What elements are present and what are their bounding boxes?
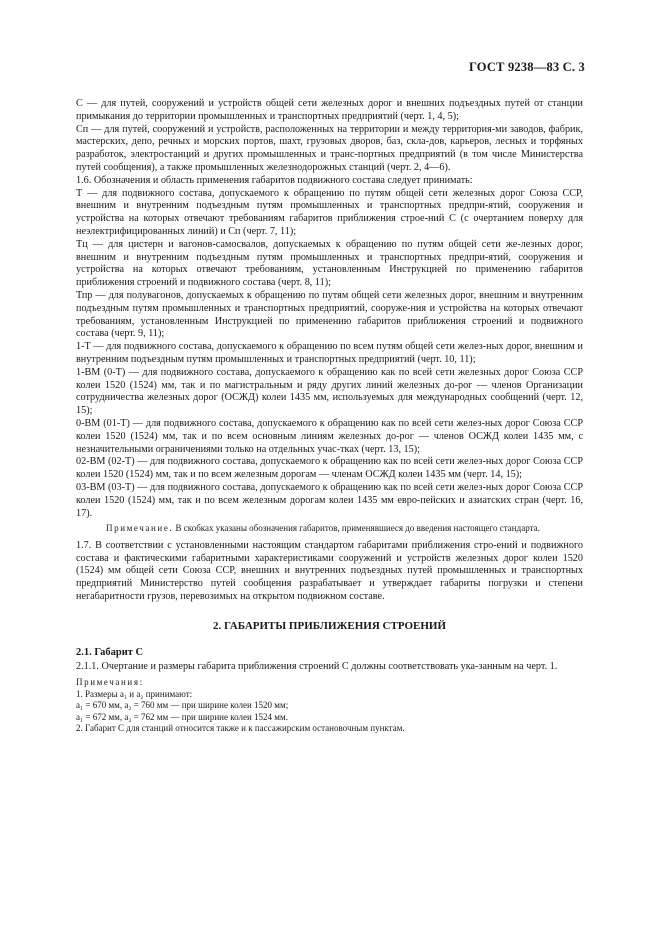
paragraph-03vm: 03-ВМ (03-Т) — для подвижного состава, допускаемого к обращению как по всей сети желез-ных дорог Союза ССР колеи 1520 (1524) мм, так и по всем железным дорогам колеи 1435 мм евро-пейских и азиатских стран (черт. 16, 17). xyxy=(76,481,583,519)
notes-label: Примечания: xyxy=(76,677,144,688)
paragraph-02vm: 02-ВМ (02-Т) — для подвижного состава, допускаемого к обращению как по всей сети желез-ных дорог Союза ССР колеи 1520 (1524) мм, так и по всем железным дорогам — членам ОСЖД колеи 1435 мм (черт. 14, 15); xyxy=(76,456,583,481)
note-1 xyxy=(76,523,583,534)
note-item-2: 2. Габарит С для станций относится также и к пассажирским остановочным пунктам. xyxy=(76,722,405,733)
subsection-2-1: 2.1. Габарит С xyxy=(76,646,144,658)
paragraph-1t: 1-Т — для подвижного состава, допускаемого к обращению по всем путям общей сети желез-ных дорог, внешним и внутренним подъездным путям промышленных и транспортных предприятий (черт. 10, 11); xyxy=(76,341,583,365)
note-text: В скобках указаны обозначения габаритов, применявшиеся до введения настоящего стандарта. xyxy=(173,523,540,534)
paragraph-2-1-1: 2.1.1. Очертание и размеры габарита приближения строений С должны соответствовать ука-занным на черт. 1. xyxy=(76,661,558,673)
note-item-1: 1. Размеры a₁ и a₂ принимают: xyxy=(76,688,193,699)
notes-block xyxy=(76,677,583,734)
section-title: 2. ГАБАРИТЫ ПРИБЛИЖЕНИЯ СТРОЕНИЙ xyxy=(212,619,447,632)
paragraph-tc: Тц — для цистерн и вагонов-самосвалов, допускаемых к обращению по путям общей сети же-лезных дорог, внешним и внутренним подъездным путям промышленных и транспортных предпри-ятий, сооружения и устройства на которых отвечают требованиям, установленным Инструкцией по применению габаритов приближения строений и подвижного состава (черт. 8, 11); xyxy=(76,238,583,289)
paragraph-0vm: 0-ВМ (01-Т) — для подвижного состава, допускаемого к обращению как по всей сети желез-ных дорог Союза ССР колеи 1520 (1524) мм, так и по всем основным линиям железных до-рог — членов ОСЖД колеи 1435 мм, с незначительными ограничениями только на отдельных учас-тках (черт. 13, 15); xyxy=(76,417,583,455)
paragraph-1-6: 1.6. Обозначения и область применения габаритов подвижного состава следует принимать: xyxy=(76,174,473,186)
paragraph-1-7: 1.7. В соответствии с установленными настоящим стандартом габаритами приближения стро-ений и подвижного состава и фактическими габаритными характеристиками сооружений и устройств железных дорог колеи 1520 (1524) мм общей сети Союза ССР, внешних и внутренних подъездных путей промышленных и транспортных предприятий Министерство путей сообщения разрабатывает и утверждает габариты погрузки и степени негабаритности грузов, перевозимых на открытом подвижном составе. xyxy=(76,539,583,602)
paragraph-tpr: Тпр — для полувагонов, допускаемых к обращению по путям общей сети железных дорог, внешним и внутренним подъездным путям промышленных и транспортных предприятий, сооруже-ния и устройства на которых отвечают требованиям, установленным Инструкцией по применению габаритов приближения строений и подвижного состава (черт. 9, 11); xyxy=(76,289,583,340)
note-label: Примечание. xyxy=(106,523,174,534)
note-item-1a: a₁ = 670 мм, a₂ = 760 мм — при ширине колеи 1520 мм; xyxy=(76,700,289,711)
paragraph-cp: Сп — для путей, сооружений и устройств, расположенных на территории и между территория-ми заводов, фабрик, мастерских, депо, речных и морских портов, шахт, грузовых дворов, баз, скла-дов, карьеров, лесных и торфяных разработок, электростанций и других промышленных и транс-портных предприятий (в том числе Министерства путей сообщения), а также промышленных железнодорожных станций (черт. 2, 4—6). xyxy=(76,123,583,173)
paragraph-1vm: 1-ВМ (0-Т) — для подвижного состава, допускаемого к обращению как по всей сети железных дорог Союза ССР колеи 1520 (1524) мм, так и по магистральным и ряду других линий железных до-рог — членов Организации сотрудничества железных дорог (ОСЖД) колеи 1435 мм, используемых для международных сообщений (черт. 12, 15); xyxy=(76,366,583,417)
page-header: ГОСТ 9238—83 С. 3 xyxy=(468,60,585,74)
paragraph-t: Т — для подвижного состава, допускаемого к обращению по путям общей сети железных дорог Союза ССР, внешним и внутренним подъездным путям промышленных и транспортных предпри-ятий, сооружения и устройства на которых отвечают требованиям габаритов приближения строе-ний С (с очертанием поверху для неэлектрифицированных линий) и Сп (черт. 7, 11); xyxy=(76,187,583,237)
paragraph-c: С — для путей, сооружений и устройств общей сети железных дорог и внешних подъездных путей от станции примыкания до территории промышленных и транспортных предприятий (черт. 1, 4, 5); xyxy=(76,98,583,122)
document-body xyxy=(76,98,583,734)
note-item-1b: a₁ = 672 мм, a₂ = 762 мм — при ширине колеи 1524 мм. xyxy=(76,711,288,722)
